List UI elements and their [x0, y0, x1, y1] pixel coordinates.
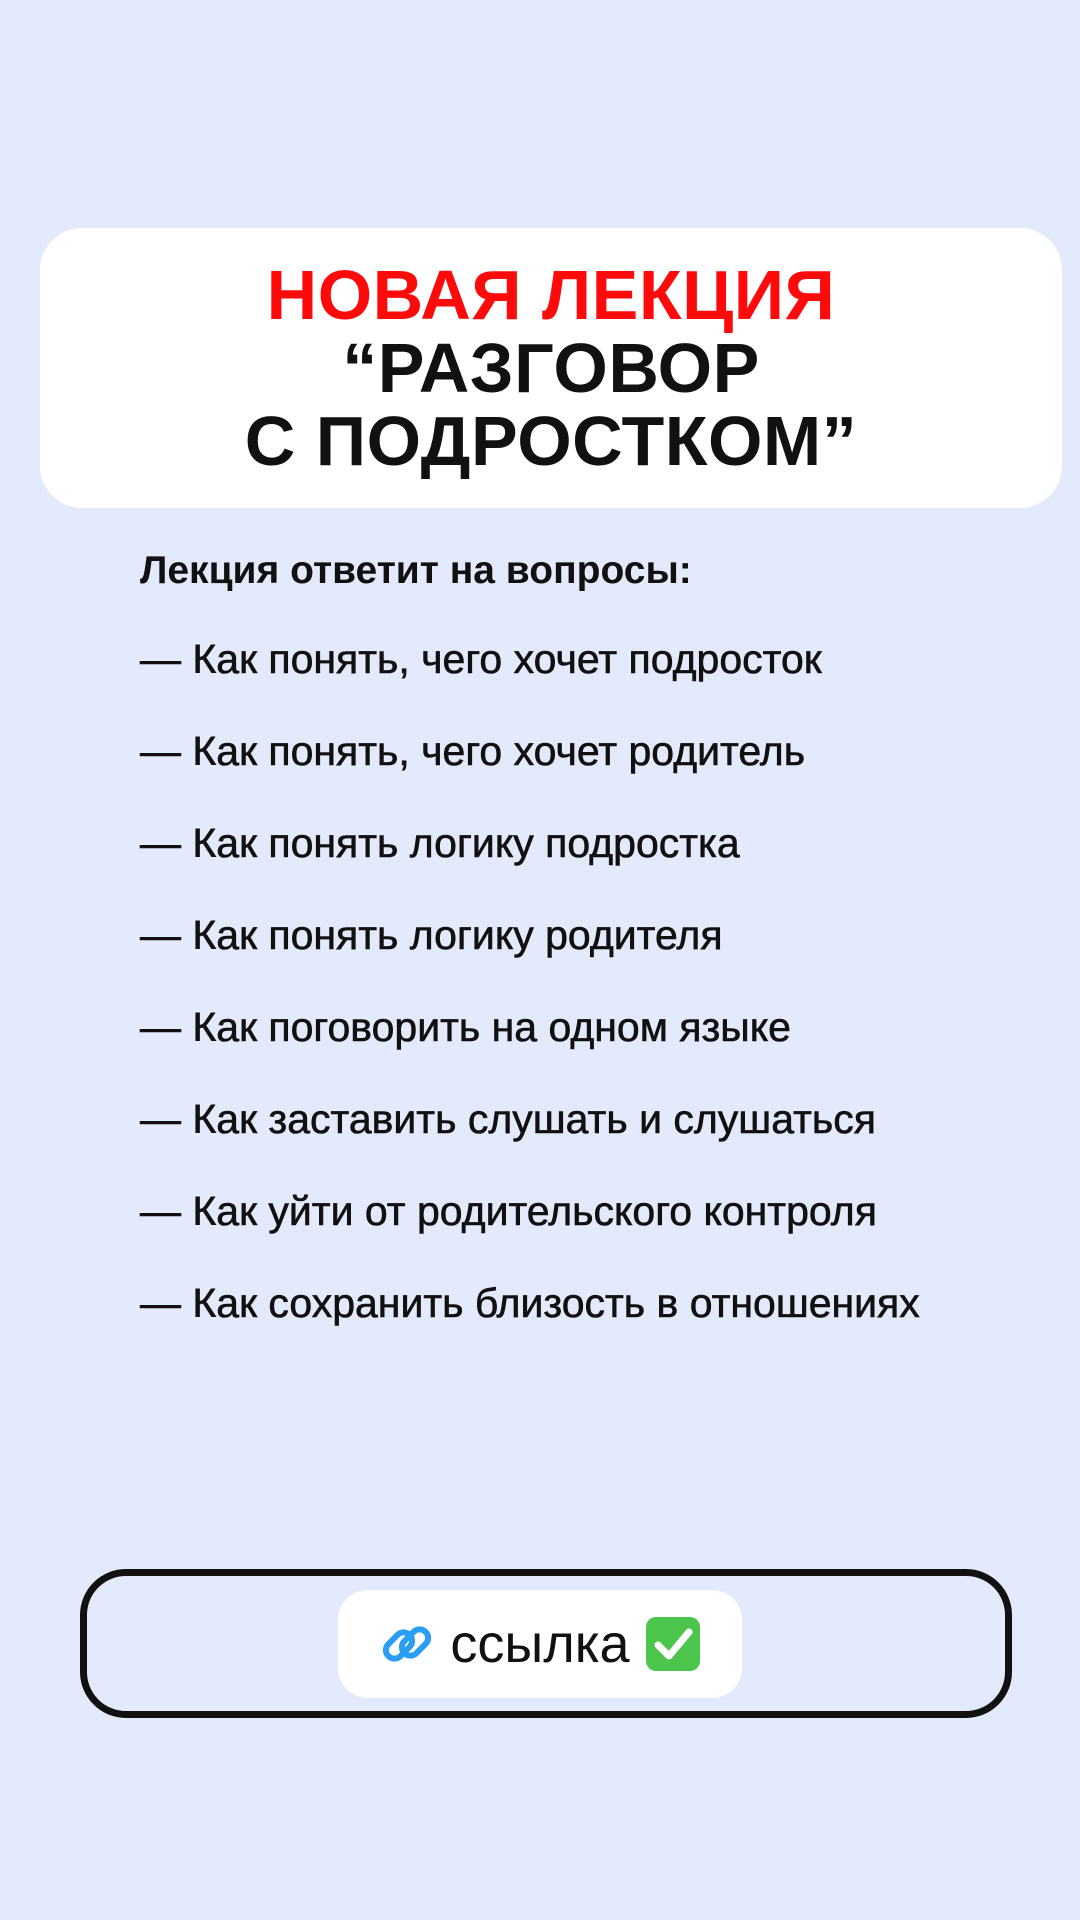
question-item: — Как понять логику родителя: [140, 912, 723, 958]
title-line-lecture-name-2: С ПОДРОСТКОМ”: [244, 401, 858, 480]
questions-section: [140, 548, 1000, 1372]
question-item: — Как сохранить близость в отношениях: [140, 1280, 920, 1326]
title-card: [40, 228, 1062, 508]
question-item: — Как понять, чего хочет подросток: [140, 636, 822, 682]
question-item: — Как понять логику подростка: [140, 820, 740, 866]
title-line-new-lecture: НОВАЯ ЛЕКЦИЯ: [266, 255, 836, 334]
title-line-lecture-name-1: “РАЗГОВОР: [342, 328, 760, 407]
question-item: — Как заставить слушать и слушаться: [140, 1096, 876, 1142]
question-item: — Как понять, чего хочет родитель: [140, 728, 806, 774]
link-sticker-button[interactable]: [338, 1590, 742, 1698]
link-label: ссылка: [450, 1614, 630, 1674]
check-mark-button-icon: [644, 1615, 702, 1673]
question-item: — Как поговорить на одном языке: [140, 1004, 791, 1050]
questions-intro: Лекция ответит на вопросы:: [140, 549, 692, 592]
question-item: — Как уйти от родительского контроля: [140, 1188, 877, 1234]
questions-list: [140, 636, 1000, 1326]
link-icon: [378, 1615, 436, 1673]
